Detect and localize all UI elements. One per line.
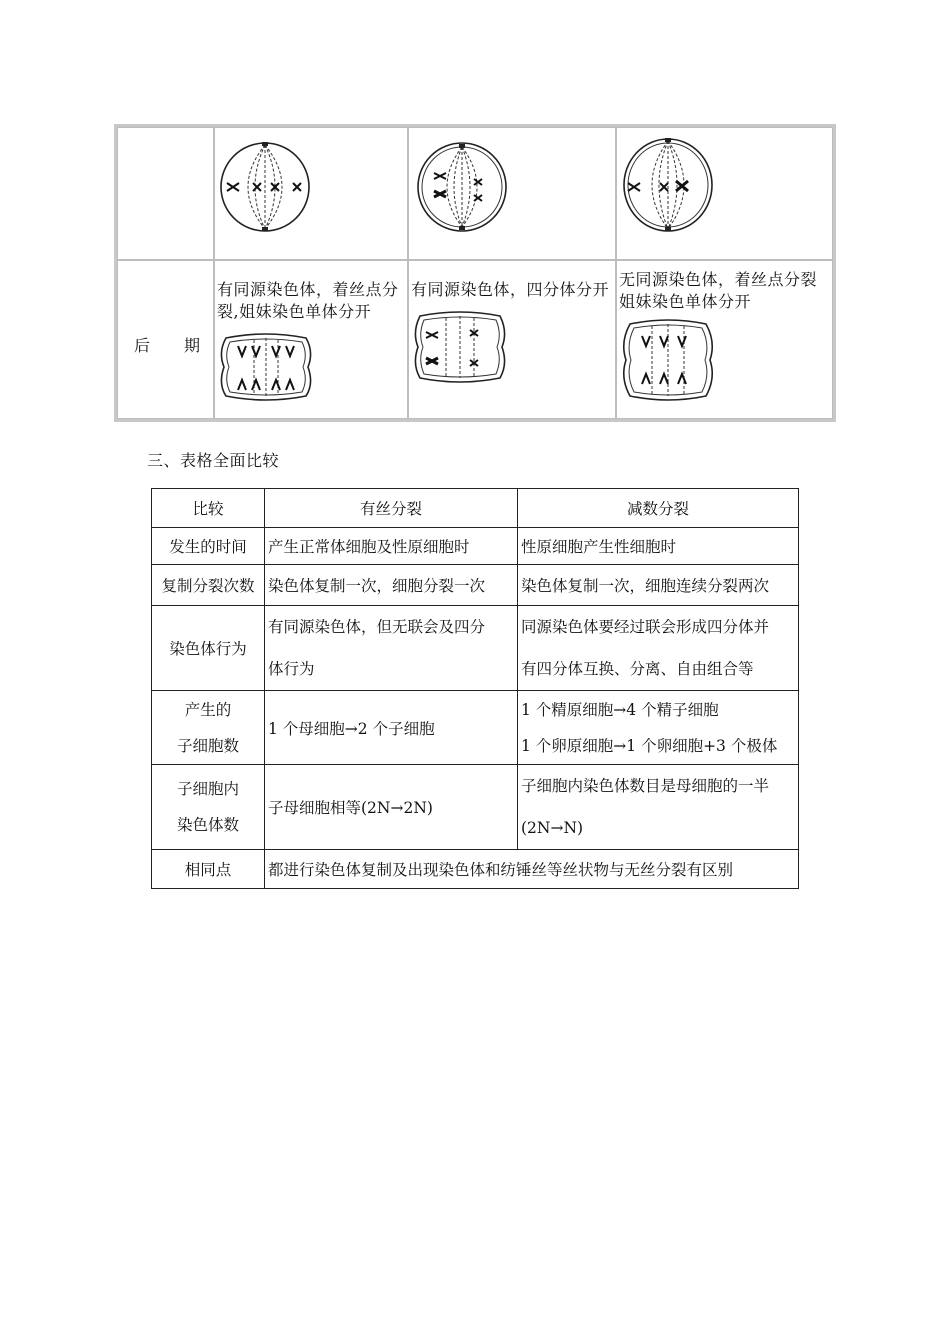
table-header-row: [152, 489, 799, 528]
anaphase-meiosis-1-text: 有同源染色体，四分体分开: [411, 280, 610, 299]
anaphase-meiosis-2-cell-diagram: [620, 318, 716, 402]
anaphase-mitosis-cell-diagram: [218, 332, 314, 402]
anaphase-mitosis-text-line-1: 有同源染色体，着丝点分: [217, 280, 399, 299]
meiosis-time: 性原细胞产生性细胞时: [518, 528, 799, 565]
row-label-daughter-cells-line-2: 子细胞数: [176, 736, 239, 755]
mitosis-replication: 染色体复制一次，细胞分裂一次: [265, 565, 518, 606]
meiosis-behavior-line-2: 有四分体互换、分离、自由组合等: [521, 660, 754, 678]
mitosis-meiosis-comparison-table: [151, 488, 799, 889]
table-row: [152, 850, 799, 889]
meiosis-replication: 染色体复制一次，细胞连续分裂两次: [518, 565, 799, 606]
row-label-chromosome-number-line-2: 染色体数: [176, 816, 239, 834]
header-compare: 比较: [152, 489, 265, 528]
anaphase-meiosis-2-text-line-1: 无同源染色体，着丝点分裂: [619, 270, 818, 289]
mitosis-behavior-line-1: 有同源染色体，但无联会及四分: [268, 618, 486, 636]
meiosis-behavior-line-1: 同源染色体要经过联会形成四分体并: [521, 618, 770, 636]
meiosis-chromosome-number-line-1: 子细胞内染色体数目是母细胞的一半: [521, 777, 770, 795]
table-row: [152, 765, 799, 850]
common-points: 都进行染色体复制及出现染色体和纺锤丝等丝状物与无丝分裂有区别: [265, 850, 799, 889]
anaphase-label-char-2: 期: [184, 336, 201, 355]
metaphase-meiosis-1-cell-diagram: [414, 139, 510, 235]
anaphase-meiosis-2-description: [619, 269, 817, 313]
table-row: [152, 691, 799, 765]
row-label-replication: 复制分裂次数: [152, 565, 265, 606]
anaphase-label-char-1: 后: [134, 336, 151, 355]
row-label-common: 相同点: [152, 850, 265, 889]
meiosis-daughter-cells-line-2: 1 个卵原细胞→1 个卵细胞+3 个极体: [521, 736, 778, 755]
mitosis-daughter-cells: 1 个母细胞→2 个子细胞: [265, 691, 518, 765]
meiosis-chromosome-number-line-2: (2N→N): [521, 819, 584, 837]
row-label-daughter-cells-line-1: 产生的: [184, 700, 232, 719]
anaphase-meiosis-2-text-line-2: 姐妹染色单体分开: [619, 292, 752, 311]
row-label-time: 发生的时间: [152, 528, 265, 565]
mitosis-time: 产生正常体细胞及性原细胞时: [265, 528, 518, 565]
meiosis-daughter-cells: [518, 691, 799, 765]
meiosis-daughter-cells-line-1: 1 个精原细胞→4 个精子细胞: [521, 700, 719, 719]
meiosis-chromosome-number: [518, 765, 799, 850]
anaphase-mitosis-text-line-2: 裂,姐妹染色单体分开: [217, 302, 372, 321]
header-mitosis: 有丝分裂: [265, 489, 518, 528]
row-label-daughter-cells: [152, 691, 265, 765]
table-row: [152, 528, 799, 565]
anaphase-mitosis-description: [217, 279, 399, 323]
metaphase-meiosis-2-cell-diagram: [620, 135, 716, 235]
table-row: [152, 565, 799, 606]
row-label-chromosome-number: [152, 765, 265, 850]
table-row: [152, 606, 799, 691]
anaphase-meiosis-1-description: [411, 279, 609, 301]
mitosis-behavior-line-2: 体行为: [268, 660, 315, 678]
meiosis-chromosome-behavior: [518, 606, 799, 691]
section-heading: 三、表格全面比较: [147, 451, 280, 470]
label-cell-empty: [117, 127, 214, 260]
header-meiosis: 减数分裂: [518, 489, 799, 528]
anaphase-meiosis-1-cell-diagram: [412, 308, 508, 386]
mitosis-chromosome-behavior: [265, 606, 518, 691]
cell-division-figure-table: [114, 124, 836, 422]
row-label-chromosome-number-line-1: 子细胞内: [176, 780, 239, 798]
mitosis-chromosome-number: 子母细胞相等(2N→2N): [265, 765, 518, 850]
row-label-chromosome-behavior: 染色体行为: [152, 606, 265, 691]
metaphase-mitosis-cell-diagram: [217, 139, 313, 235]
